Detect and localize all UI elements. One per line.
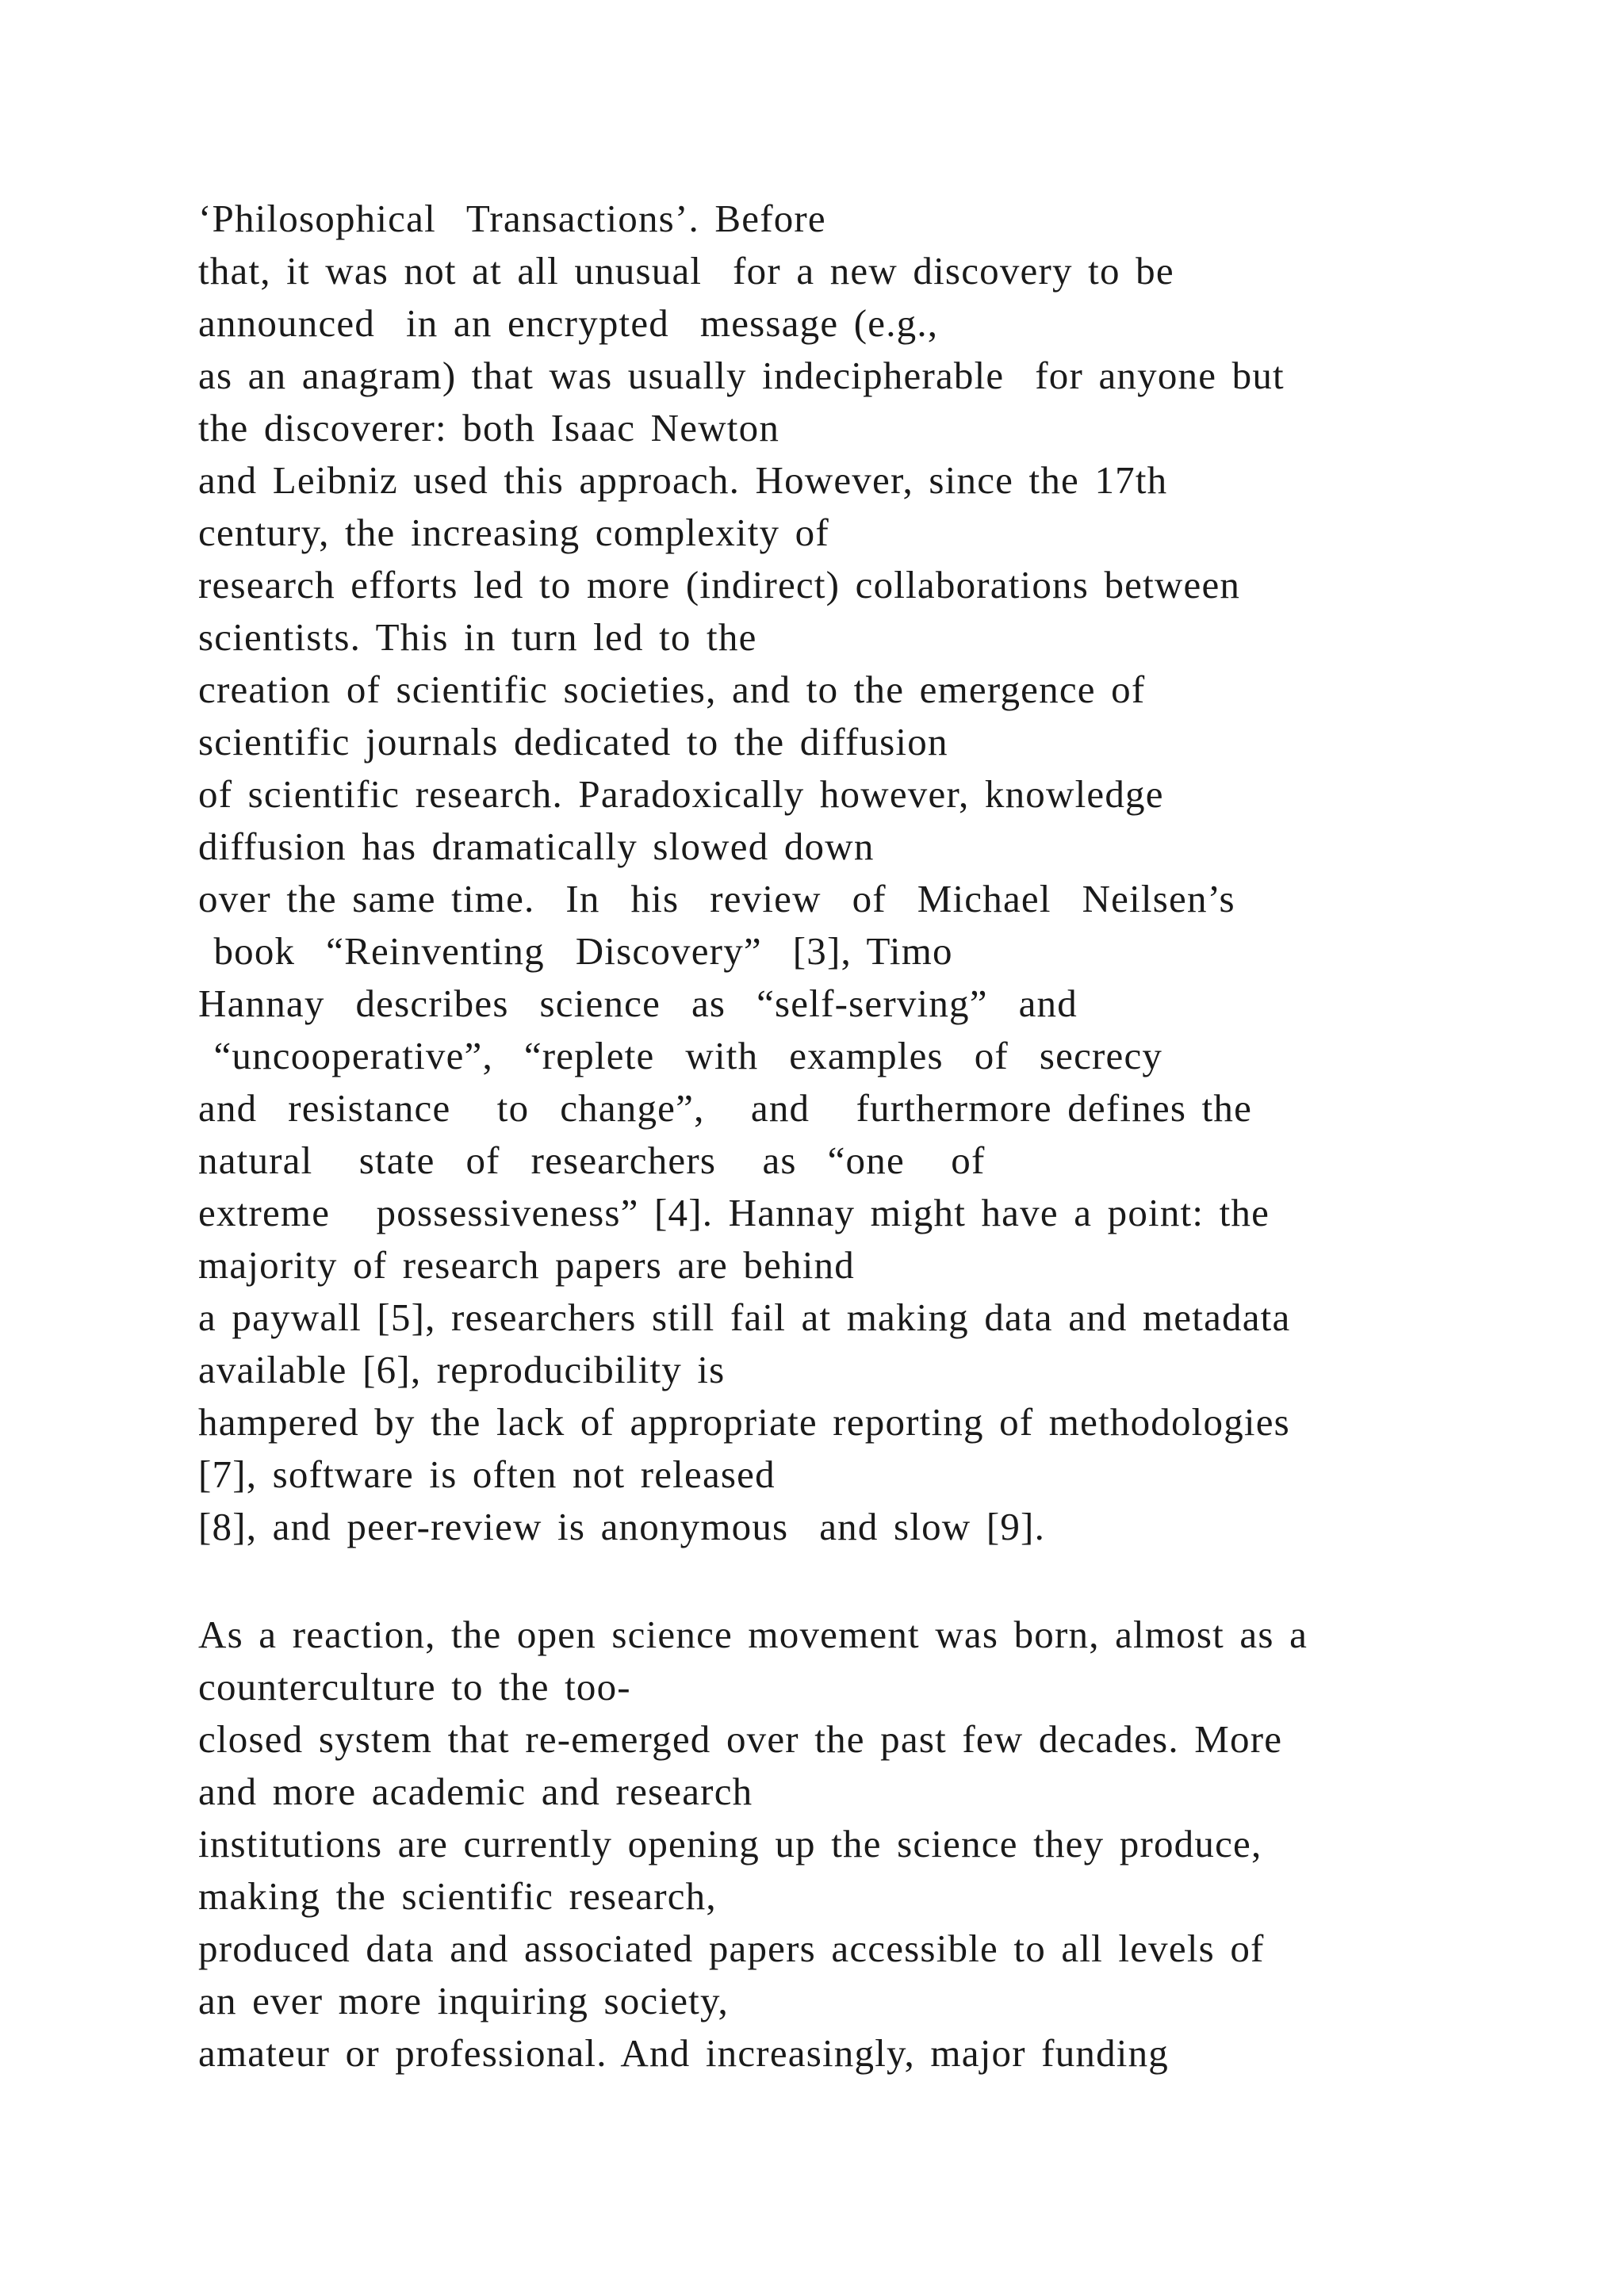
text-line: “uncooperative”, “replete with examples of secrecy — [198, 1034, 1163, 1077]
text-line: making the scientific research, — [198, 1874, 717, 1918]
text-line: ‘Philosophical Transactions’. Before — [198, 197, 826, 240]
text-line: of scientific research. Paradoxically however, knowledge — [198, 772, 1164, 816]
text-line: an ever more inquiring society, — [198, 1979, 729, 2022]
text-line: scientists. This in turn led to the — [198, 615, 757, 659]
text-line: a paywall [5], researchers still fail at making data and metadata — [198, 1295, 1291, 1339]
text-line: diffusion has dramatically slowed down — [198, 825, 875, 868]
text-line: [8], and peer-review is anonymous and slow [9]. — [198, 1505, 1046, 1548]
text-line: and resistance to change”, and furthermore defines the — [198, 1086, 1253, 1130]
text-line: amateur or professional. And increasingly, major funding — [198, 2031, 1170, 2075]
text-line: and more academic and research — [198, 1770, 753, 1813]
text-line: produced data and associated papers accessible to all levels of — [198, 1927, 1265, 1970]
paragraph-1 — [198, 193, 1467, 1553]
text-line: and Leibniz used this approach. However, since the 17th — [198, 458, 1168, 502]
text-line: research efforts led to more (indirect) collaborations between — [198, 563, 1241, 607]
text-line: available [6], reproducibility is — [198, 1348, 726, 1391]
text-line: announced in an encrypted message (e.g., — [198, 301, 939, 345]
text-line: the discoverer: both Isaac Newton — [198, 406, 780, 450]
text-line: as an anagram) that was usually indecipherable for anyone but — [198, 354, 1285, 397]
text-line: closed system that re-emerged over the past few decades. More — [198, 1717, 1283, 1761]
text-line: As a reaction, the open science movement was born, almost as a — [198, 1613, 1308, 1656]
text-line: book “Reinventing Discovery” [3], Timo — [198, 929, 953, 973]
text-line: extreme possessiveness” [4]. Hannay might have a point: the — [198, 1191, 1270, 1234]
text-line: that, it was not at all unusual for a new discovery to be — [198, 249, 1174, 293]
text-line: Hannay describes science as “self-serving” and — [198, 982, 1078, 1025]
text-line: counterculture to the too- — [198, 1665, 631, 1709]
text-line: century, the increasing complexity of — [198, 511, 829, 554]
text-line: majority of research papers are behind — [198, 1243, 855, 1287]
text-line: [7], software is often not released — [198, 1452, 776, 1496]
text-line: scientific journals dedicated to the diffusion — [198, 720, 948, 763]
text-line: creation of scientific societies, and to the emergence of — [198, 668, 1146, 711]
text-line: institutions are currently opening up the science they produce, — [198, 1822, 1262, 1866]
text-line: natural state of researchers as “one of — [198, 1138, 986, 1182]
text-line: over the same time. In his review of Michael Neilsen’s — [198, 877, 1235, 920]
paragraph-2 — [198, 1609, 1467, 2080]
text-line: hampered by the lack of appropriate reporting of methodologies — [198, 1400, 1290, 1444]
